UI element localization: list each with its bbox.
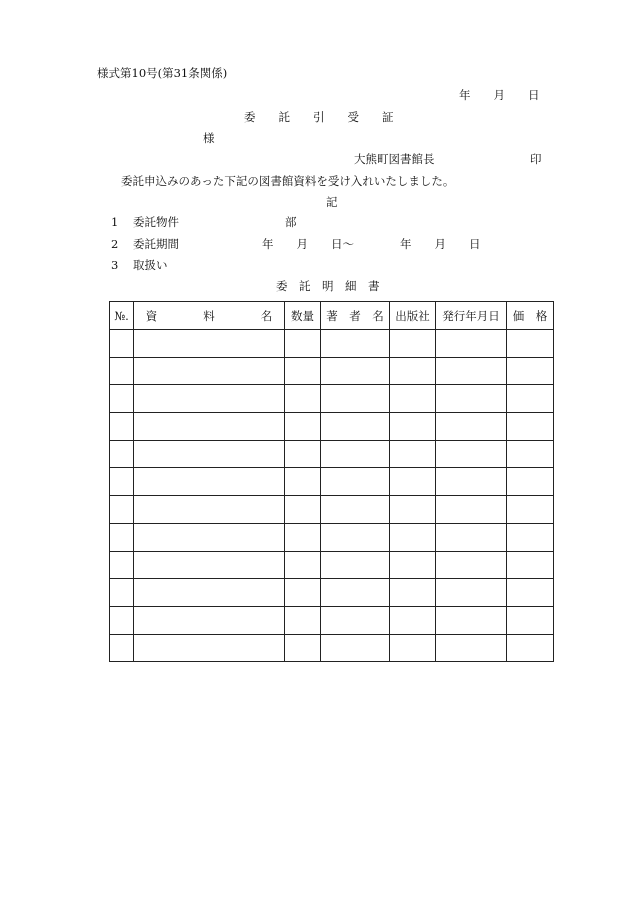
header-price: 価 格 [507, 302, 554, 330]
table-cell [436, 579, 507, 607]
document-title: 委 託 引 受 証 [244, 110, 394, 124]
table-row [110, 579, 554, 607]
table-cell [110, 413, 134, 441]
table-cell [134, 523, 285, 551]
table-row [110, 634, 554, 662]
table-cell [436, 551, 507, 579]
table-cell [134, 357, 285, 385]
table-row [110, 496, 554, 524]
header-material-name: 資 料 名 [134, 302, 285, 330]
table-cell [285, 551, 321, 579]
table-cell [321, 551, 390, 579]
table-cell [436, 440, 507, 468]
table-row [110, 440, 554, 468]
table-row [110, 606, 554, 634]
table-cell [321, 440, 390, 468]
table-cell [321, 357, 390, 385]
table-row [110, 468, 554, 496]
header-author: 著 者 名 [321, 302, 390, 330]
header-number: №. [110, 302, 134, 330]
table-cell [285, 357, 321, 385]
table-cell [390, 606, 436, 634]
table-cell [436, 330, 507, 358]
table-row [110, 551, 554, 579]
table-cell [436, 496, 507, 524]
table-cell [390, 357, 436, 385]
item-3-label: 取扱い [133, 258, 168, 272]
table-cell [110, 634, 134, 662]
detail-table [109, 301, 554, 662]
table-cell [321, 496, 390, 524]
table-row [110, 330, 554, 358]
table-cell [285, 468, 321, 496]
table-cell [507, 496, 554, 524]
table-cell [507, 440, 554, 468]
item-1-value: 部 [285, 215, 297, 229]
table-cell [110, 357, 134, 385]
table-cell [134, 440, 285, 468]
table-cell [390, 634, 436, 662]
table-cell [285, 606, 321, 634]
date-line: 年 月 日 [459, 88, 540, 102]
table-cell [110, 579, 134, 607]
table-cell [134, 468, 285, 496]
table-cell [321, 634, 390, 662]
table-cell [110, 468, 134, 496]
item-2-value: 年 月 日～ 年 月 日 [262, 237, 481, 251]
header-quantity: 数量 [285, 302, 321, 330]
table-cell [507, 357, 554, 385]
table-header-row [110, 302, 554, 330]
table-cell [436, 385, 507, 413]
table-row [110, 523, 554, 551]
table-cell [436, 357, 507, 385]
table-cell [110, 551, 134, 579]
table-cell [507, 385, 554, 413]
table-cell [321, 606, 390, 634]
table-cell [507, 468, 554, 496]
table-cell [321, 330, 390, 358]
table-row [110, 413, 554, 441]
table-cell [321, 385, 390, 413]
table-cell [390, 496, 436, 524]
seal-mark: 印 [530, 152, 542, 166]
form-number: 様式第10号(第31条関係) [97, 66, 228, 80]
table-cell [436, 606, 507, 634]
table-cell [285, 634, 321, 662]
table-title: 委 託 明 細 書 [276, 279, 380, 293]
table-cell [110, 606, 134, 634]
item-3-number: 3 [111, 258, 119, 272]
table-cell [507, 523, 554, 551]
table-cell [507, 413, 554, 441]
table-cell [285, 523, 321, 551]
table-cell [134, 606, 285, 634]
table-cell [390, 330, 436, 358]
table-body [110, 330, 554, 662]
table-cell [390, 523, 436, 551]
table-cell [285, 496, 321, 524]
table-cell [390, 579, 436, 607]
table-cell [134, 634, 285, 662]
table-cell [436, 634, 507, 662]
table-cell [390, 468, 436, 496]
header-publisher: 出版社 [390, 302, 436, 330]
table-cell [285, 440, 321, 468]
table-row [110, 385, 554, 413]
table-cell [321, 413, 390, 441]
table-cell [285, 330, 321, 358]
table-cell [110, 385, 134, 413]
addressee-suffix: 様 [203, 131, 215, 145]
table-cell [285, 385, 321, 413]
table-cell [285, 579, 321, 607]
item-1-label: 委託物件 [133, 215, 179, 229]
table-cell [436, 523, 507, 551]
table-cell [110, 440, 134, 468]
table-cell [436, 413, 507, 441]
table-cell [321, 468, 390, 496]
table-row [110, 357, 554, 385]
table-cell [321, 579, 390, 607]
table-cell [507, 551, 554, 579]
table-cell [436, 468, 507, 496]
table-cell [507, 330, 554, 358]
table-cell [285, 413, 321, 441]
table-cell [110, 523, 134, 551]
table-cell [134, 385, 285, 413]
item-1-number: 1 [111, 215, 119, 229]
table-cell [507, 606, 554, 634]
header-publish-date: 発行年月日 [436, 302, 507, 330]
statement: 委託申込みのあった下記の図書館資料を受け入れいたしました。 [121, 174, 455, 188]
table-cell [507, 579, 554, 607]
issuer: 大熊町図書館長 [354, 152, 435, 166]
item-2-number: 2 [111, 237, 119, 251]
table-cell [390, 551, 436, 579]
table-cell [134, 496, 285, 524]
table-cell [134, 551, 285, 579]
table-cell [390, 413, 436, 441]
item-2-label: 委託期間 [133, 237, 179, 251]
table-cell [390, 440, 436, 468]
table-cell [507, 634, 554, 662]
table-cell [134, 579, 285, 607]
table-cell [321, 523, 390, 551]
table-cell [134, 330, 285, 358]
table-cell [110, 496, 134, 524]
table-cell [134, 413, 285, 441]
table-cell [110, 330, 134, 358]
ki-heading: 記 [326, 195, 338, 209]
table-cell [390, 385, 436, 413]
